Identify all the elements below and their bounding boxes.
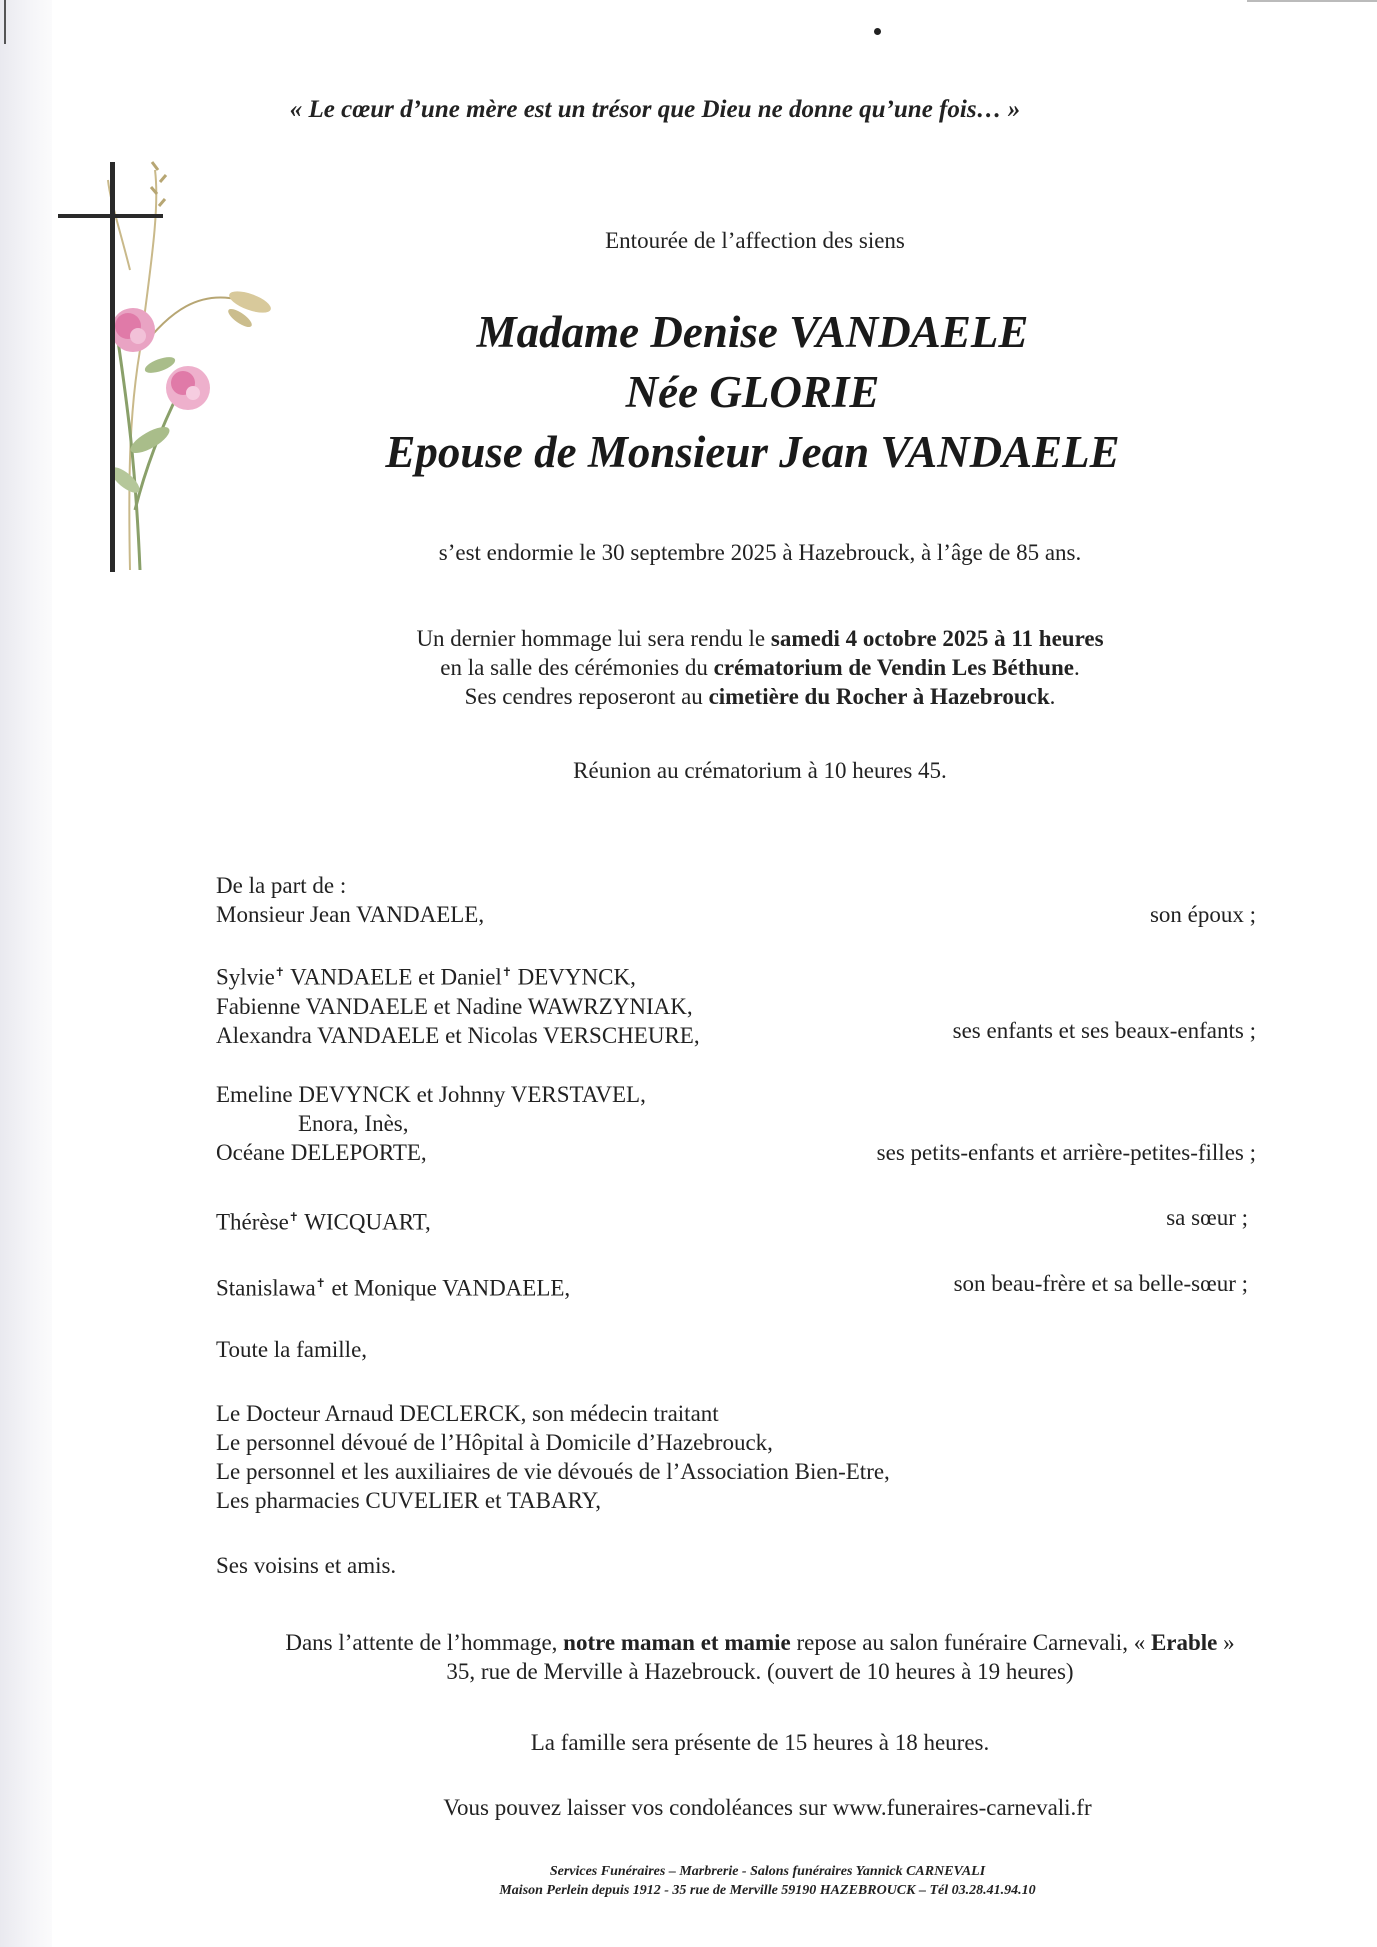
thanks-line: Les pharmacies CUVELIER et TABARY, bbox=[216, 1488, 602, 1513]
children-row bbox=[216, 958, 1256, 1048]
children-relation: ses enfants et ses beaux-enfants ; bbox=[952, 1018, 1256, 1043]
spouse-line: Epouse de Monsieur Jean VANDAELE bbox=[385, 427, 1120, 477]
rest-info bbox=[0, 1628, 1377, 1686]
presence-info: La famille sera présente de 15 heures à 18 heures. bbox=[530, 1730, 990, 1755]
thanks-line: Le personnel et les auxiliaires de vie dévoués de l’Association Bien-Etre, bbox=[216, 1459, 890, 1484]
quote: « Le cœur d’une mère est un trésor que Dieu ne donne qu’une fois… » bbox=[289, 96, 1021, 123]
children-names bbox=[216, 958, 700, 1050]
thanks-line: Le Docteur Arnaud DECLERCK, son médecin traitant bbox=[216, 1401, 719, 1426]
deceased-name: Madame Denise VANDAELE bbox=[476, 307, 1029, 357]
footer-line-2: Maison Perlein depuis 1912 - 35 rue de Merville 59190 HAZEBROUCK – Tél 03.28.41.94.10 bbox=[499, 1883, 1036, 1898]
condolences-text: Vous pouvez laisser vos condoléances sur www.funeraires-carnevali.fr bbox=[443, 1795, 1092, 1820]
thanks-line: Le personnel dévoué de l’Hôpital à Domicile d’Hazebrouck, bbox=[216, 1430, 773, 1455]
sister-relation: sa sœur ; bbox=[1166, 1205, 1248, 1230]
condolences-info bbox=[0, 1793, 1377, 1822]
grandchildren-line-3: Océane DELEPORTE, bbox=[216, 1140, 427, 1165]
footer-line-1: Services Funéraires – Marbrerie - Salons funéraires Yannick CARNEVALI bbox=[549, 1864, 986, 1879]
ceremony-info bbox=[0, 624, 1377, 711]
whole-family: Toute la famille, bbox=[216, 1337, 368, 1362]
friends: Ses voisins et amis. bbox=[216, 1553, 397, 1578]
scan-edge-mark bbox=[4, 0, 6, 44]
spouse-name: Monsieur Jean VANDAELE, bbox=[216, 902, 485, 927]
footer bbox=[0, 1862, 1377, 1900]
birth-name: Née GLORIE bbox=[625, 367, 880, 417]
reunion-info: Réunion au crématorium à 10 heures 45. bbox=[573, 758, 947, 783]
rest-line-2: 35, rue de Merville à Hazebrouck. (ouvert de 10 heures à 19 heures) bbox=[446, 1659, 1074, 1684]
deceased-name-block bbox=[0, 302, 1377, 482]
sister-name: Thérèse✝ WICQUART, bbox=[216, 1209, 431, 1235]
spouse-relation: son époux ; bbox=[1149, 902, 1256, 927]
children-line-3: Alexandra VANDAELE et Nicolas VERSCHEURE, bbox=[216, 1022, 700, 1048]
ceremony-line-3: Ses cendres reposeront au cimetière du Rocher à Hazebrouck. bbox=[464, 684, 1056, 709]
grandchildren-row bbox=[216, 1080, 1256, 1167]
ceremony-line-2: en la salle des cérémonies du crématorium de Vendin Les Béthune. bbox=[440, 655, 1080, 680]
children-line-2: Fabienne VANDAELE et Nadine WAWRZYNIAK, bbox=[216, 993, 693, 1019]
ceremony-line-1: Un dernier hommage lui sera rendu le samedi 4 octobre 2025 à 11 heures bbox=[416, 626, 1104, 651]
scan-edge-mark-top bbox=[1247, 0, 1377, 2]
grandchildren-names bbox=[216, 1080, 646, 1167]
inlaws-names: Stanislawa✝ et Monique VANDAELE, bbox=[216, 1275, 571, 1301]
rest-line-1: Dans l’attente de l’hommage, notre maman et mamie repose au salon funéraire Carnevali, « Erable » bbox=[285, 1630, 1235, 1655]
grandchildren-line-2: Enora, Inès, bbox=[298, 1111, 409, 1136]
from-label: De la part de : bbox=[216, 873, 347, 898]
inlaws-relation: son beau-frère et sa belle-sœur ; bbox=[953, 1271, 1248, 1296]
thanks-lines bbox=[216, 1399, 890, 1515]
intro-text: Entourée de l’affection des siens bbox=[605, 228, 905, 253]
children-line-1: Sylvie✝ VANDAELE et Daniel✝ DEVYNCK, bbox=[216, 964, 636, 990]
grandchildren-relation: ses petits-enfants et arrière-petites-filles ; bbox=[876, 1140, 1256, 1165]
grandchildren-line-1: Emeline DEVYNCK et Johnny VERSTAVEL, bbox=[216, 1082, 646, 1107]
death-notice: s’est endormie le 30 septembre 2025 à Hazebrouck, à l’âge de 85 ans. bbox=[438, 540, 1082, 565]
scan-dot bbox=[874, 28, 881, 35]
